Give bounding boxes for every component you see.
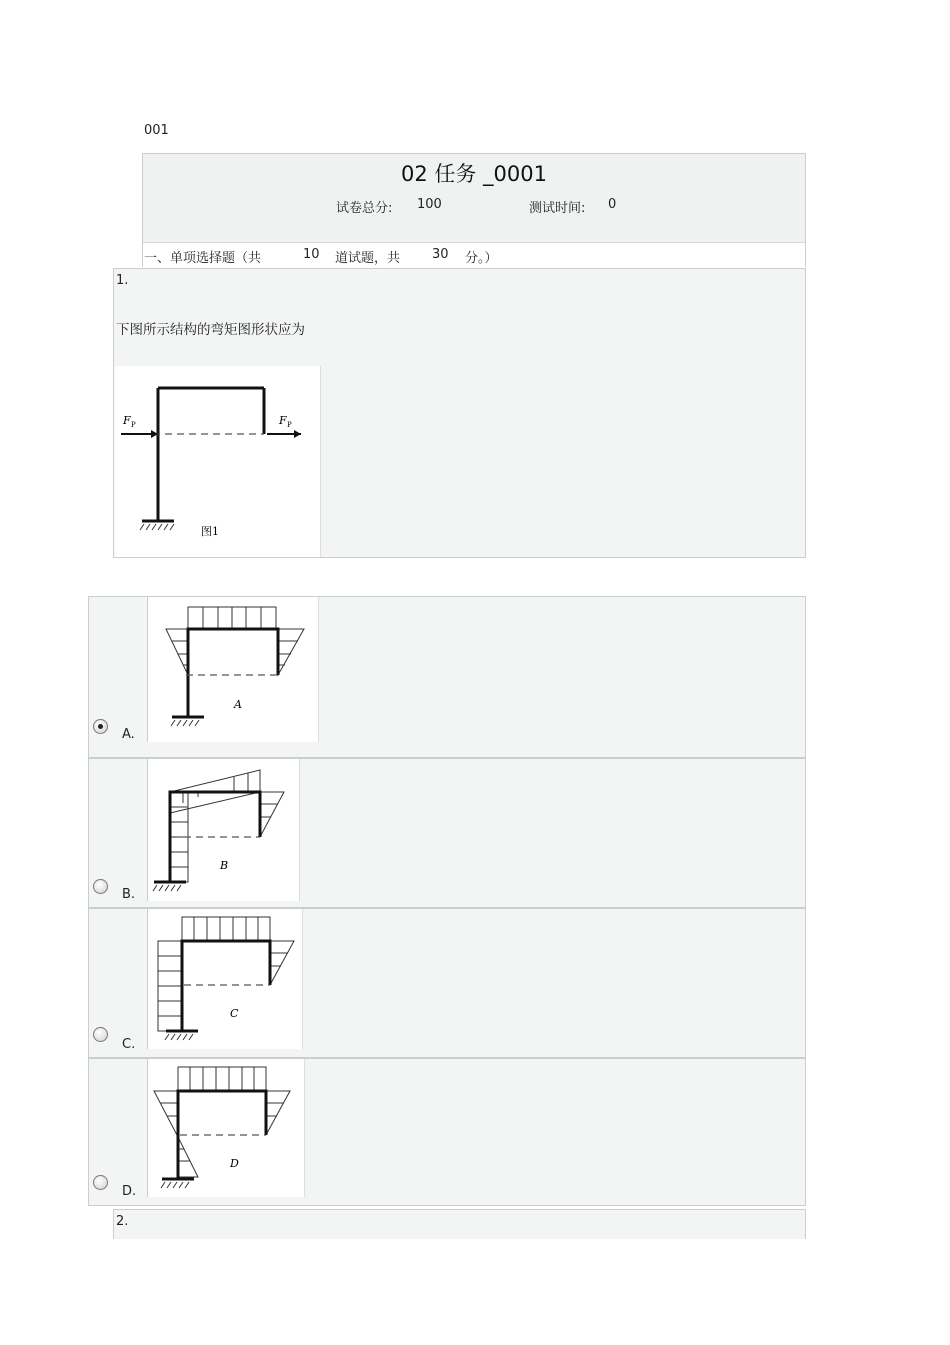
total-score-value: 100 [417, 197, 442, 212]
section-suffix: 分。） [465, 251, 498, 266]
option-c-row[interactable] [88, 908, 806, 1058]
section-heading [143, 242, 805, 267]
load-right-subscript: P [287, 421, 292, 429]
load-right-label: F [279, 414, 287, 427]
option-c-figure [147, 909, 303, 1049]
option-c-figure-label: C [230, 1007, 239, 1020]
test-time-value: 0 [608, 197, 617, 212]
figure-caption: 图1 [201, 525, 219, 538]
option-b-figure-label: B [220, 859, 229, 872]
section-score: 30 [432, 247, 449, 262]
option-a-row[interactable] [88, 596, 806, 758]
total-score-label: 试卷总分: [336, 201, 393, 216]
option-a-figure [147, 597, 319, 742]
question-1 [113, 268, 806, 558]
question-figure [115, 366, 321, 557]
option-d-letter: D. [122, 1184, 137, 1199]
option-d-figure-label: D [230, 1157, 239, 1170]
option-b-radio[interactable] [93, 879, 108, 894]
question-number: 1. [116, 273, 129, 288]
option-a-figure-label: A [234, 698, 242, 711]
option-b-figure [147, 759, 300, 901]
option-d-figure [147, 1059, 305, 1197]
question-2 [113, 1209, 806, 1239]
document-code: 001 [144, 123, 169, 138]
option-b-row[interactable] [88, 758, 806, 908]
option-c-radio[interactable] [93, 1027, 108, 1042]
section-mid: 道试题，共 [335, 251, 401, 266]
exam-header [142, 153, 806, 267]
option-b-letter: B. [122, 887, 136, 902]
option-d-row[interactable] [88, 1058, 806, 1206]
question-text: 下图所示结构的弯矩图形状应为 [116, 322, 305, 338]
load-left-label: F [123, 414, 131, 427]
option-a-letter: A. [122, 727, 135, 742]
question-2-number: 2. [116, 1214, 129, 1229]
section-count: 10 [303, 247, 320, 262]
test-time-label: 测试时间: [529, 201, 586, 216]
exam-title: 02 任务 _0001 [400, 162, 547, 186]
option-d-radio[interactable] [93, 1175, 108, 1190]
load-left-subscript: P [131, 421, 136, 429]
section-prefix: 一、单项选择题（共 [144, 251, 262, 266]
option-a-radio[interactable] [93, 719, 108, 734]
option-c-letter: C. [122, 1037, 136, 1052]
